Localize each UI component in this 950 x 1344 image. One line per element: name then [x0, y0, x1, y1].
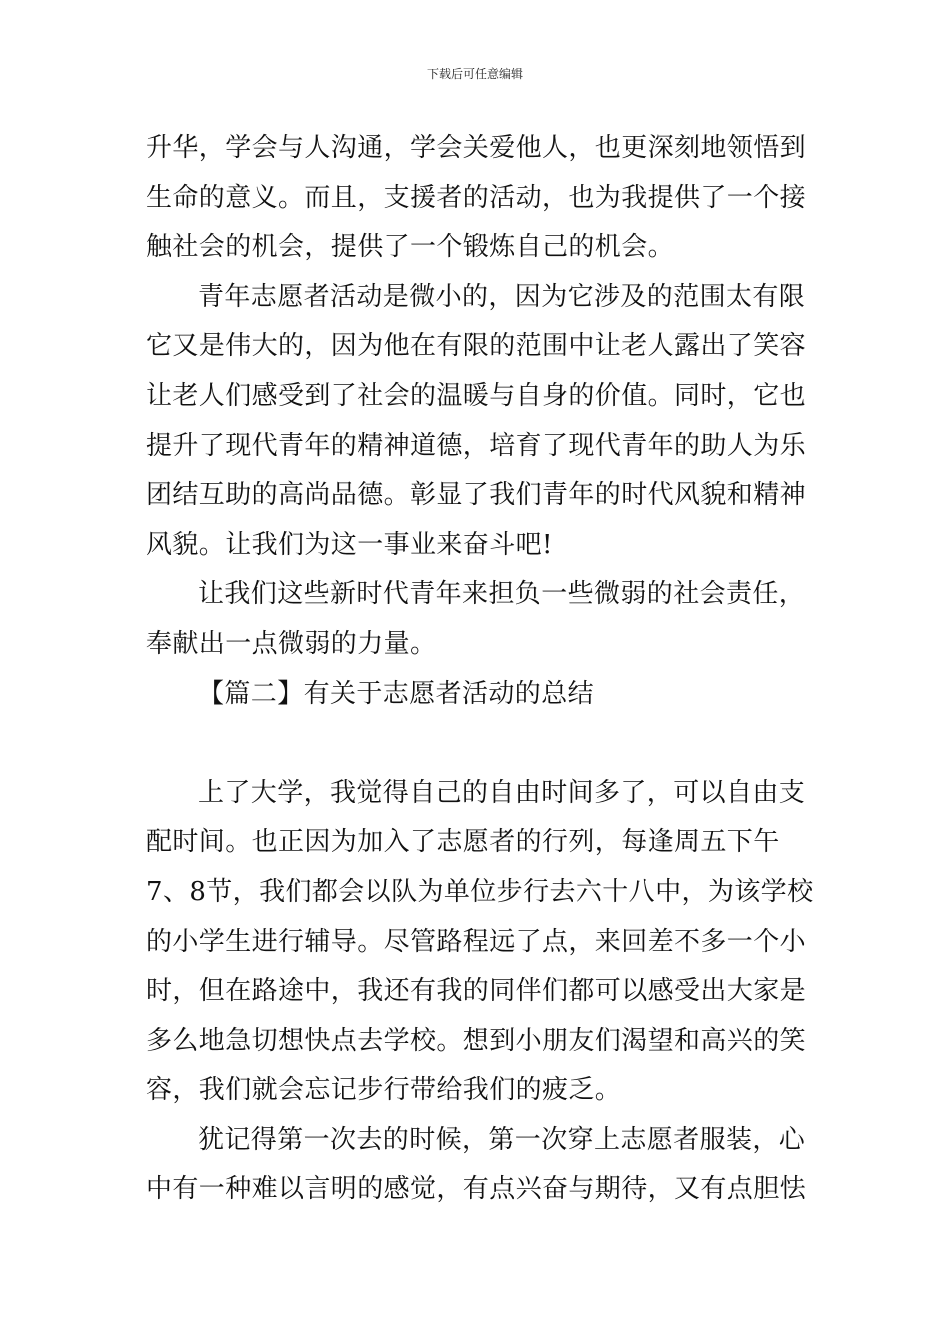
text-line: 风貌。让我们为这一事业来奋斗吧!	[146, 529, 553, 560]
text-line: 奉献出一点微弱的力量。	[146, 628, 437, 659]
text-line: 犹记得第一次去的时候，第一次穿上志愿者服装，心	[198, 1124, 806, 1155]
text-line: 生命的意义。而且，支援者的活动，也为我提供了一个接	[146, 182, 807, 213]
text-line: 的小学生进行辅导。尽管路程远了点，来回差不多一个小	[146, 926, 807, 957]
text-line: 中有一种难以言明的感觉，有点兴奋与期待，又有点胆怯	[146, 1174, 807, 1205]
text-line: 青年志愿者活动是微小的，因为它涉及的范围太有限	[198, 281, 806, 312]
document-body	[146, 124, 814, 1215]
section-heading: 【篇二】有关于志愿者活动的总结	[198, 678, 595, 709]
text-line: 升华，学会与人沟通，学会关爱他人，也更深刻地领悟到	[146, 133, 807, 163]
text-line: 提升了现代青年的精神道德，培育了现代青年的助人为乐	[146, 430, 807, 461]
text-line: 团结互助的高尚品德。彰显了我们青年的时代风貌和精神	[146, 480, 807, 511]
text-line: 让老人们感受到了社会的温暖与自身的价值。同时，它也	[146, 380, 807, 411]
text-line: 多么地急切想快点去学校。想到小朋友们渴望和高兴的笑	[146, 1025, 807, 1056]
text-line: 时，但在路途中，我还有我的同伴们都可以感受出大家是	[146, 976, 807, 1007]
text-line: 容，我们就会忘记步行带给我们的疲乏。	[146, 1075, 622, 1106]
text-line: 上了大学，我觉得自己的自由时间多了，可以自由支	[198, 777, 806, 808]
header-note: 下载后可任意编辑	[426, 67, 523, 81]
text-line: 它又是伟大的，因为他在有限的范围中让老人露出了笑容	[146, 331, 807, 362]
text-line: 让我们这些新时代青年来担负一些微弱的社会责任，	[198, 579, 806, 610]
text-line: 7、8节，我们都会以队为单位步行去六十八中，为该学校	[146, 876, 814, 907]
text-line: 配时间。也正因为加入了志愿者的行列，每逢周五下午	[146, 827, 780, 858]
blank-line	[146, 719, 806, 769]
text-line: 触社会的机会，提供了一个锻炼自己的机会。	[146, 232, 675, 263]
